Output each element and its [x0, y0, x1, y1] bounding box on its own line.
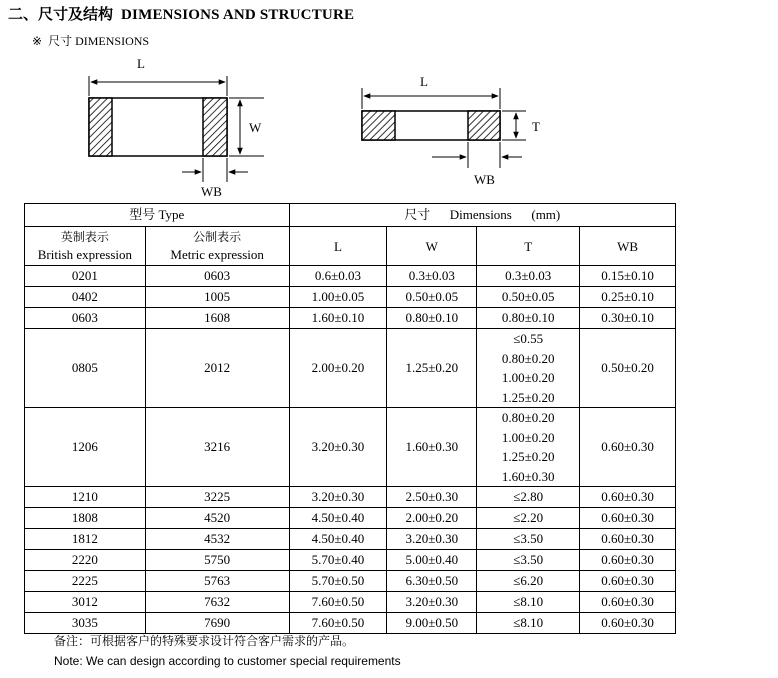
wb-header: WB — [580, 227, 676, 266]
metric-cell: 3225 — [145, 487, 289, 508]
w-cell: 3.20±0.30 — [387, 529, 477, 550]
t-cell — [477, 550, 580, 571]
l-cell: 7.60±0.50 — [289, 613, 387, 634]
british-cell: 0805 — [25, 329, 146, 408]
british-header-en: British expression — [37, 247, 133, 262]
wb-cell: 0.60±0.30 — [580, 613, 676, 634]
sub-heading-cn: 尺寸 — [48, 34, 73, 48]
metric-header — [145, 227, 289, 266]
t-cell — [477, 329, 580, 408]
t-value: ≤8.10 — [513, 615, 544, 631]
metric-cell: 7632 — [145, 592, 289, 613]
british-cell: 0201 — [25, 266, 146, 287]
british-cell: 1812 — [25, 529, 146, 550]
l-header: L — [289, 227, 387, 266]
w-header: W — [387, 227, 477, 266]
length-label: L — [137, 56, 145, 71]
t-value: 1.25±0.20 — [501, 389, 555, 405]
table-row — [25, 287, 676, 308]
w-cell: 9.00±0.50 — [387, 613, 477, 634]
t-cell — [477, 508, 580, 529]
wb-cell: 0.60±0.30 — [580, 571, 676, 592]
dimensions-table — [24, 203, 676, 634]
t-value: 1.00±0.20 — [501, 429, 555, 445]
l-cell: 7.60±0.50 — [289, 592, 387, 613]
wb-cell: 0.60±0.30 — [580, 592, 676, 613]
wb-cell: 0.60±0.30 — [580, 487, 676, 508]
metric-cell: 5763 — [145, 571, 289, 592]
t-cell — [477, 266, 580, 287]
wb-cell: 0.60±0.30 — [580, 408, 676, 487]
metric-cell: 1005 — [145, 287, 289, 308]
t-value: 0.80±0.20 — [501, 410, 555, 425]
table-row — [25, 487, 676, 508]
width-label: W — [249, 120, 262, 135]
l-cell: 3.20±0.30 — [289, 408, 387, 487]
british-cell: 2220 — [25, 550, 146, 571]
l-cell: 3.20±0.30 — [289, 487, 387, 508]
metric-header-cn: 公制表示 — [193, 230, 242, 244]
w-cell: 1.25±0.20 — [387, 329, 477, 408]
section-heading-cn: 二、尺寸及结构 — [8, 5, 114, 23]
table-row — [25, 613, 676, 634]
british-cell: 1808 — [25, 508, 146, 529]
l-cell: 5.70±0.40 — [289, 550, 387, 571]
wb-cell: 0.60±0.30 — [580, 529, 676, 550]
t-value: 0.80±0.20 — [501, 350, 555, 366]
wb-cell: 0.30±0.10 — [580, 308, 676, 329]
type-header: 型号 Type — [25, 204, 290, 227]
t-cell — [477, 529, 580, 550]
t-cell — [477, 571, 580, 592]
section-heading-en: DIMENSIONS AND STRUCTURE — [121, 7, 355, 23]
t-cell — [477, 487, 580, 508]
british-header-cn: 英制表示 — [60, 230, 109, 244]
metric-header-en: Metric expression — [170, 247, 264, 262]
t-value: ≤8.10 — [513, 594, 544, 610]
t-value: 0.50±0.05 — [501, 289, 555, 305]
dimension-diagram — [0, 0, 778, 200]
british-cell: 2225 — [25, 571, 146, 592]
wb-cell: 0.50±0.20 — [580, 329, 676, 408]
t-value: ≤0.55 — [513, 331, 544, 346]
t-cell — [477, 613, 580, 634]
metric-cell: 0603 — [145, 266, 289, 287]
table-row — [25, 592, 676, 613]
l-cell: 4.50±0.40 — [289, 529, 387, 550]
right-terminal — [203, 98, 227, 156]
left-terminal-side — [362, 111, 395, 140]
british-cell: 1210 — [25, 487, 146, 508]
w-cell: 0.50±0.05 — [387, 287, 477, 308]
metric-cell: 2012 — [145, 329, 289, 408]
side-wb-label: WB — [474, 172, 495, 187]
w-cell: 3.20±0.30 — [387, 592, 477, 613]
sub-heading-en: DIMENSIONS — [75, 34, 150, 48]
wb-cell: 0.60±0.30 — [580, 550, 676, 571]
w-cell: 5.00±0.40 — [387, 550, 477, 571]
w-cell: 2.50±0.30 — [387, 487, 477, 508]
wb-cell: 0.60±0.30 — [580, 508, 676, 529]
t-cell — [477, 308, 580, 329]
t-value: ≤2.20 — [513, 510, 544, 526]
t-value: ≤3.50 — [513, 531, 544, 547]
table-row — [25, 329, 676, 408]
metric-cell: 7690 — [145, 613, 289, 634]
t-cell — [477, 408, 580, 487]
table-row — [25, 508, 676, 529]
british-cell: 1206 — [25, 408, 146, 487]
metric-cell: 3216 — [145, 408, 289, 487]
t-value: 0.80±0.10 — [501, 310, 555, 326]
t-value: ≤2.80 — [513, 489, 544, 505]
metric-cell: 5750 — [145, 550, 289, 571]
wb-label: WB — [201, 184, 222, 199]
british-cell: 0402 — [25, 287, 146, 308]
t-value: ≤6.20 — [513, 573, 544, 589]
left-terminal — [89, 98, 112, 156]
note-en: Note: We can design according to customer special requirements — [54, 654, 401, 668]
metric-cell: 4520 — [145, 508, 289, 529]
metric-cell: 4532 — [145, 529, 289, 550]
wb-cell: 0.25±0.10 — [580, 287, 676, 308]
table-row — [25, 266, 676, 287]
w-cell: 6.30±0.50 — [387, 571, 477, 592]
w-cell: 0.80±0.10 — [387, 308, 477, 329]
table-row — [25, 408, 676, 487]
note-cn: 备注：可根据客户的特殊要求设计符合客户需求的产品。 — [54, 634, 355, 648]
t-value: 1.00±0.20 — [501, 370, 555, 385]
british-header — [25, 227, 146, 266]
w-cell: 2.00±0.20 — [387, 508, 477, 529]
t-value: 1.25±0.20 — [501, 449, 555, 464]
l-cell: 2.00±0.20 — [289, 329, 387, 408]
right-terminal-side — [468, 111, 500, 140]
side-length-label: L — [420, 74, 428, 89]
t-value: 0.3±0.03 — [505, 268, 552, 284]
t-cell — [477, 592, 580, 613]
table-row — [25, 308, 676, 329]
british-cell: 0603 — [25, 308, 146, 329]
metric-cell: 1608 — [145, 308, 289, 329]
thickness-label: T — [532, 119, 540, 134]
t-value: ≤3.50 — [513, 552, 544, 568]
t-value: 1.60±0.30 — [501, 468, 555, 484]
table-body — [25, 266, 676, 634]
l-cell: 5.70±0.50 — [289, 571, 387, 592]
table-row — [25, 550, 676, 571]
l-cell: 0.6±0.03 — [289, 266, 387, 287]
l-cell: 1.00±0.05 — [289, 287, 387, 308]
t-cell — [477, 287, 580, 308]
t-header: T — [477, 227, 580, 266]
wb-cell: 0.15±0.10 — [580, 266, 676, 287]
table-row — [25, 529, 676, 550]
w-cell: 1.60±0.30 — [387, 408, 477, 487]
side-view-chip — [362, 74, 540, 187]
british-cell: 3035 — [25, 613, 146, 634]
dimensions-header: 尺寸 Dimensions (mm) — [289, 204, 675, 227]
reference-mark: ※ — [32, 34, 43, 48]
table-row — [25, 571, 676, 592]
l-cell: 1.60±0.10 — [289, 308, 387, 329]
top-view-chip — [89, 56, 264, 199]
british-cell: 3012 — [25, 592, 146, 613]
l-cell: 4.50±0.40 — [289, 508, 387, 529]
w-cell: 0.3±0.03 — [387, 266, 477, 287]
